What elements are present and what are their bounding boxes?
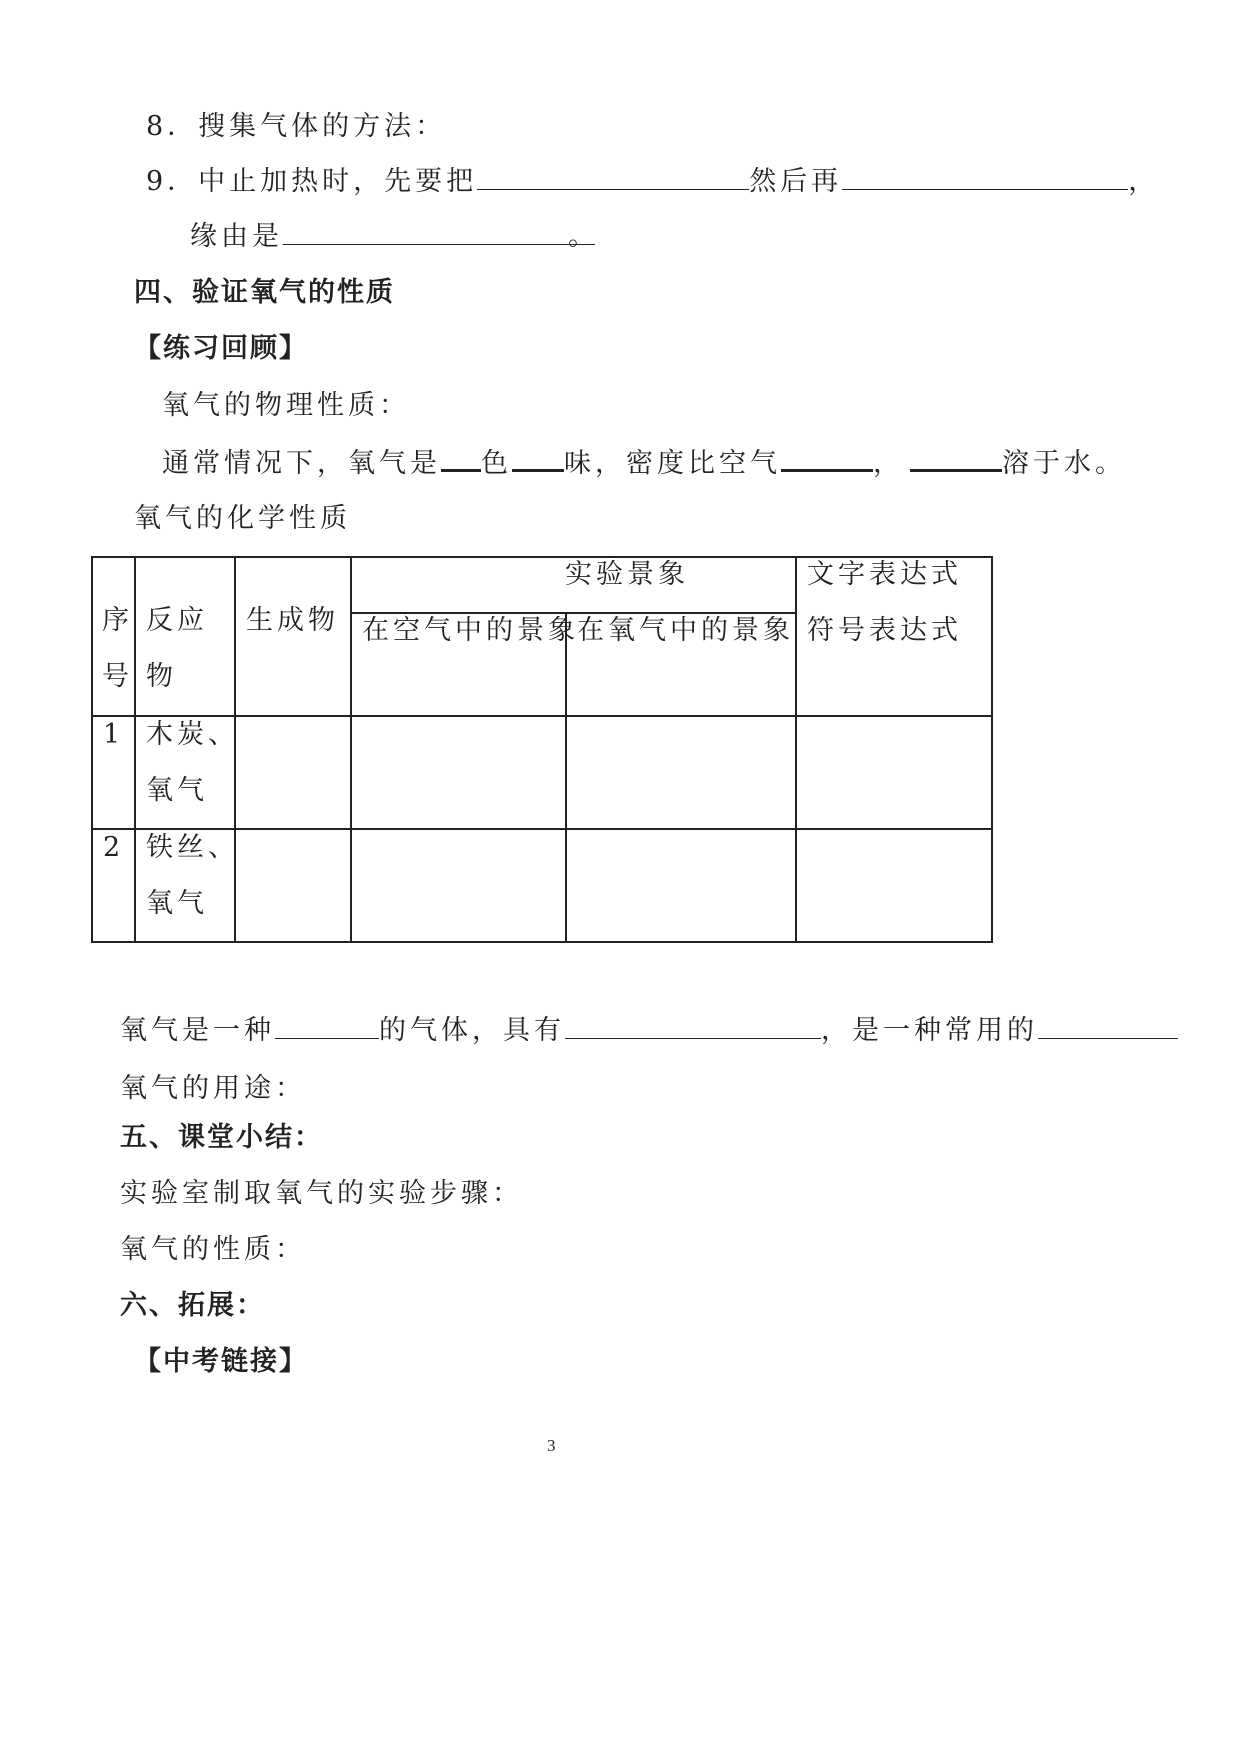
reason-period: 。 bbox=[568, 221, 595, 252]
section-4-heading: 四、验证氧气的性质 bbox=[134, 277, 395, 308]
oxygen-uses: 氧气的用途： bbox=[120, 1073, 306, 1104]
header-in-oxygen: 在氧气中的景象 bbox=[577, 615, 794, 646]
table-header-bottom bbox=[91, 715, 993, 717]
header-product: 生成物 bbox=[246, 605, 339, 636]
header-no: 号 bbox=[102, 661, 133, 692]
header-no: 序 bbox=[102, 605, 133, 636]
row-1-reactant: 木炭、 bbox=[146, 719, 239, 750]
header-phenomenon: 实验景象 bbox=[565, 559, 689, 590]
blank-gas-type[interactable] bbox=[275, 1014, 379, 1039]
summary-text-a: 氧气是一种 bbox=[120, 1015, 275, 1046]
physical-properties-line bbox=[162, 445, 1126, 481]
blank-first-step[interactable] bbox=[477, 165, 749, 190]
phys-text-d: ， bbox=[873, 448, 904, 479]
page-number: 3 bbox=[547, 1436, 556, 1455]
phys-text-a: 通常情况下，氧气是 bbox=[162, 448, 441, 479]
physical-properties-title: 氧气的物理性质： bbox=[162, 390, 410, 421]
phys-text-b: 色 bbox=[481, 448, 512, 479]
lab-steps: 实验室制取氧气的实验步骤： bbox=[120, 1178, 523, 1209]
blank-color[interactable] bbox=[441, 445, 481, 472]
oxygen-summary-line bbox=[120, 1014, 1178, 1048]
header-symbol-equation: 符号表达式 bbox=[807, 615, 962, 646]
oxygen-properties: 氧气的性质： bbox=[120, 1234, 306, 1265]
item-8: 8．搜集气体的方法： bbox=[146, 111, 447, 142]
header-in-air: 在空气中的景象 bbox=[362, 615, 579, 646]
blank-smell[interactable] bbox=[512, 445, 564, 472]
table-col-divider bbox=[565, 612, 567, 942]
table-border-bottom bbox=[91, 941, 993, 943]
summary-text-b: 的气体，具有 bbox=[379, 1015, 565, 1046]
item-9-text-a: 9．中止加热时，先要把 bbox=[146, 166, 478, 197]
table-col-divider bbox=[795, 556, 797, 942]
row-2-reactant: 铁丝、 bbox=[146, 832, 239, 863]
header-reactant: 反应 bbox=[146, 605, 208, 636]
table-row-divider bbox=[91, 828, 993, 830]
blank-density[interactable] bbox=[781, 445, 873, 472]
row-1-no: 1 bbox=[103, 719, 125, 750]
blank-second-step[interactable] bbox=[842, 165, 1128, 190]
blank-solubility[interactable] bbox=[910, 445, 1002, 472]
blank-usage[interactable] bbox=[1038, 1014, 1178, 1039]
table-col-divider bbox=[134, 556, 136, 942]
phys-text-c: 味，密度比空气 bbox=[564, 448, 781, 479]
blank-reason[interactable] bbox=[283, 220, 595, 252]
reason-label: 缘由是 bbox=[190, 221, 283, 252]
item-9-text-c: ， bbox=[1128, 166, 1160, 197]
exam-link-heading: 【中考链接】 bbox=[134, 1346, 308, 1377]
header-reactant: 物 bbox=[146, 661, 177, 692]
row-2-reactant: 氧气 bbox=[146, 888, 208, 919]
phys-text-e: 溶于水。 bbox=[1002, 448, 1126, 479]
chemical-properties-title: 氧气的化学性质 bbox=[134, 503, 351, 534]
item-9-text-b: 然后再 bbox=[749, 166, 843, 197]
blank-property[interactable] bbox=[565, 1014, 821, 1039]
item-9-reason bbox=[190, 220, 595, 254]
row-2-no: 2 bbox=[103, 832, 125, 863]
table-border-left bbox=[91, 556, 93, 942]
item-9 bbox=[146, 165, 1159, 199]
table-col-divider bbox=[350, 556, 352, 942]
section-5-heading: 五、课堂小结： bbox=[120, 1122, 323, 1153]
section-6-heading: 六、拓展： bbox=[120, 1290, 265, 1321]
summary-text-c: ，是一种常用的 bbox=[821, 1015, 1038, 1046]
table-border-right bbox=[991, 556, 993, 942]
header-word-equation: 文字表达式 bbox=[807, 559, 962, 590]
row-1-reactant: 氧气 bbox=[146, 775, 208, 806]
review-heading: 【练习回顾】 bbox=[134, 333, 308, 364]
